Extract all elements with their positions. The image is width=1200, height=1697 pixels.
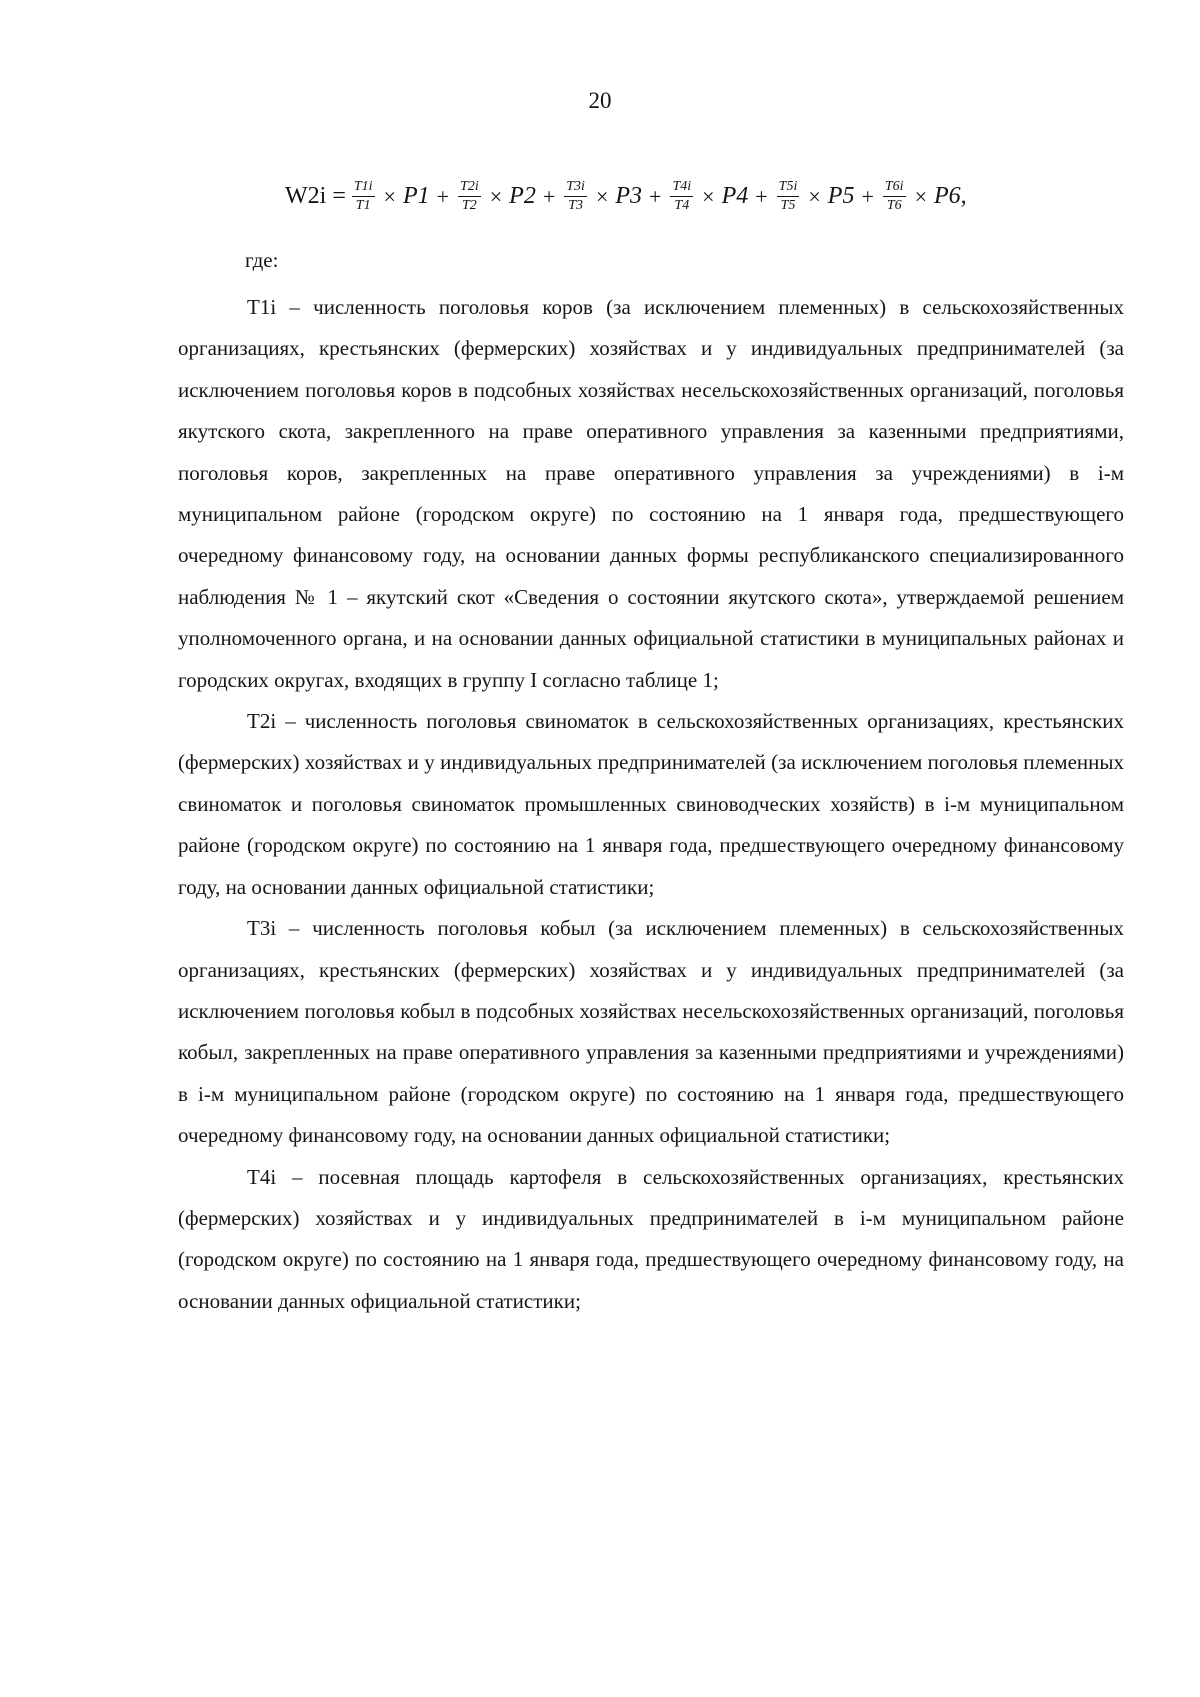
definitions-body: [178, 287, 1124, 1322]
fraction-denominator: T3: [568, 197, 583, 213]
times-sign: ×: [595, 183, 609, 209]
where-label: где:: [245, 248, 279, 272]
plus-sign: +: [649, 183, 662, 209]
fraction-numerator: T1i: [352, 180, 375, 197]
fraction-t6: [883, 180, 906, 213]
fraction-t4: [670, 180, 693, 213]
fraction-denominator: T4: [674, 197, 690, 213]
plus-sign: +: [436, 183, 450, 209]
fraction-t5: [777, 180, 800, 213]
definition-t1i: T1i – численность поголовья коров (за исключением племенных) в сельскохозяйственных организациях, крестьянских (фермерских) хозяйствах и у индивидуальных предпринимателей (за исключением поголовья коров в подсобных хозяйствах несельскохозяйственных организаций, поголовья якутского скота, закрепленного на праве оперативного управления за казенными предприятиями, поголовья коров, закрепленных на праве оперативного управления за учреждениями) в i-м муниципальном районе (городском округе) по состоянию на 1 января года, предшествующего очередному финансовому году, на основании данных формы республиканского специализированного наблюдения № 1 – якутский скот «Сведения о состоянии якутского скота», утверждаемой решением уполномоченного органа, и на основании данных официальной статистики в муниципальных районах и городских округах, входящих в группу I согласно таблице 1;: [178, 295, 1124, 692]
page-number: 20: [588, 88, 612, 113]
plus-sign: +: [755, 183, 768, 209]
fraction-t1: [352, 180, 375, 213]
times-sign: ×: [808, 183, 821, 209]
plus-sign: +: [542, 183, 556, 209]
definition-t2i: T2i – численность поголовья свиноматок в сельскохозяйственных организациях, крестьянских (фермерских) хозяйствах и у индивидуальных предпринимателей (за исключением поголовья племенных свиноматок и поголовья свиноматок промышленных свиноводческих хозяйств) в i-м муниципальном районе (городском округе) по состоянию на 1 января года, предшествующего очередному финансовому году, на основании данных официальной статистики;: [178, 709, 1124, 899]
fraction-denominator: T1: [355, 197, 371, 213]
fraction-denominator: T5: [780, 197, 796, 213]
coefficient: P4: [721, 183, 749, 210]
fraction-numerator: T5i: [777, 180, 800, 197]
fraction-numerator: T4i: [670, 180, 693, 197]
coefficient: P5: [827, 183, 855, 210]
times-sign: ×: [489, 183, 503, 209]
times-sign: ×: [383, 183, 396, 209]
definition-t3i: T3i – численность поголовья кобыл (за исключением племенных) в сельскохозяйственных организациях, крестьянских (фермерских) хозяйствах и у индивидуальных предпринимателей (за исключением поголовья кобыл в подсобных хозяйствах несельскохозяйственных организаций, поголовья кобыл, закрепленных на праве оперативного управления за казенными предприятиями и учреждениями) в i-м муниципальном районе (городском округе) по состоянию на 1 января года, предшествующего очередному финансовому году, на основании данных официальной статистики;: [178, 916, 1124, 1148]
definition-t4i: T4i – посевная площадь картофеля в сельскохозяйственных организациях, крестьянских (фермерских) хозяйствах и у индивидуальных предпринимателей в i-м муниципальном районе (городском округе) по состоянию на 1 января года, предшествующего очередному финансовому году, на основании данных официальной статистики;: [178, 1164, 1124, 1313]
fraction-numerator: T3i: [564, 180, 587, 197]
formula-lhs: W2i =: [285, 183, 346, 210]
fraction-numerator: T6i: [883, 180, 906, 197]
coefficient: P1: [402, 183, 430, 210]
fraction-t3: [564, 180, 587, 213]
plus-sign: +: [861, 183, 874, 209]
fraction-numerator: T2i: [458, 180, 481, 197]
coefficient: P6,: [933, 183, 967, 210]
times-sign: ×: [702, 183, 715, 209]
fraction-denominator: T6: [886, 197, 902, 213]
formula-w2i: [285, 180, 967, 213]
fraction-t2: [458, 180, 481, 213]
coefficient: P2: [509, 183, 536, 210]
times-sign: ×: [914, 183, 927, 209]
coefficient: P3: [615, 183, 643, 210]
fraction-denominator: T2: [462, 197, 477, 213]
